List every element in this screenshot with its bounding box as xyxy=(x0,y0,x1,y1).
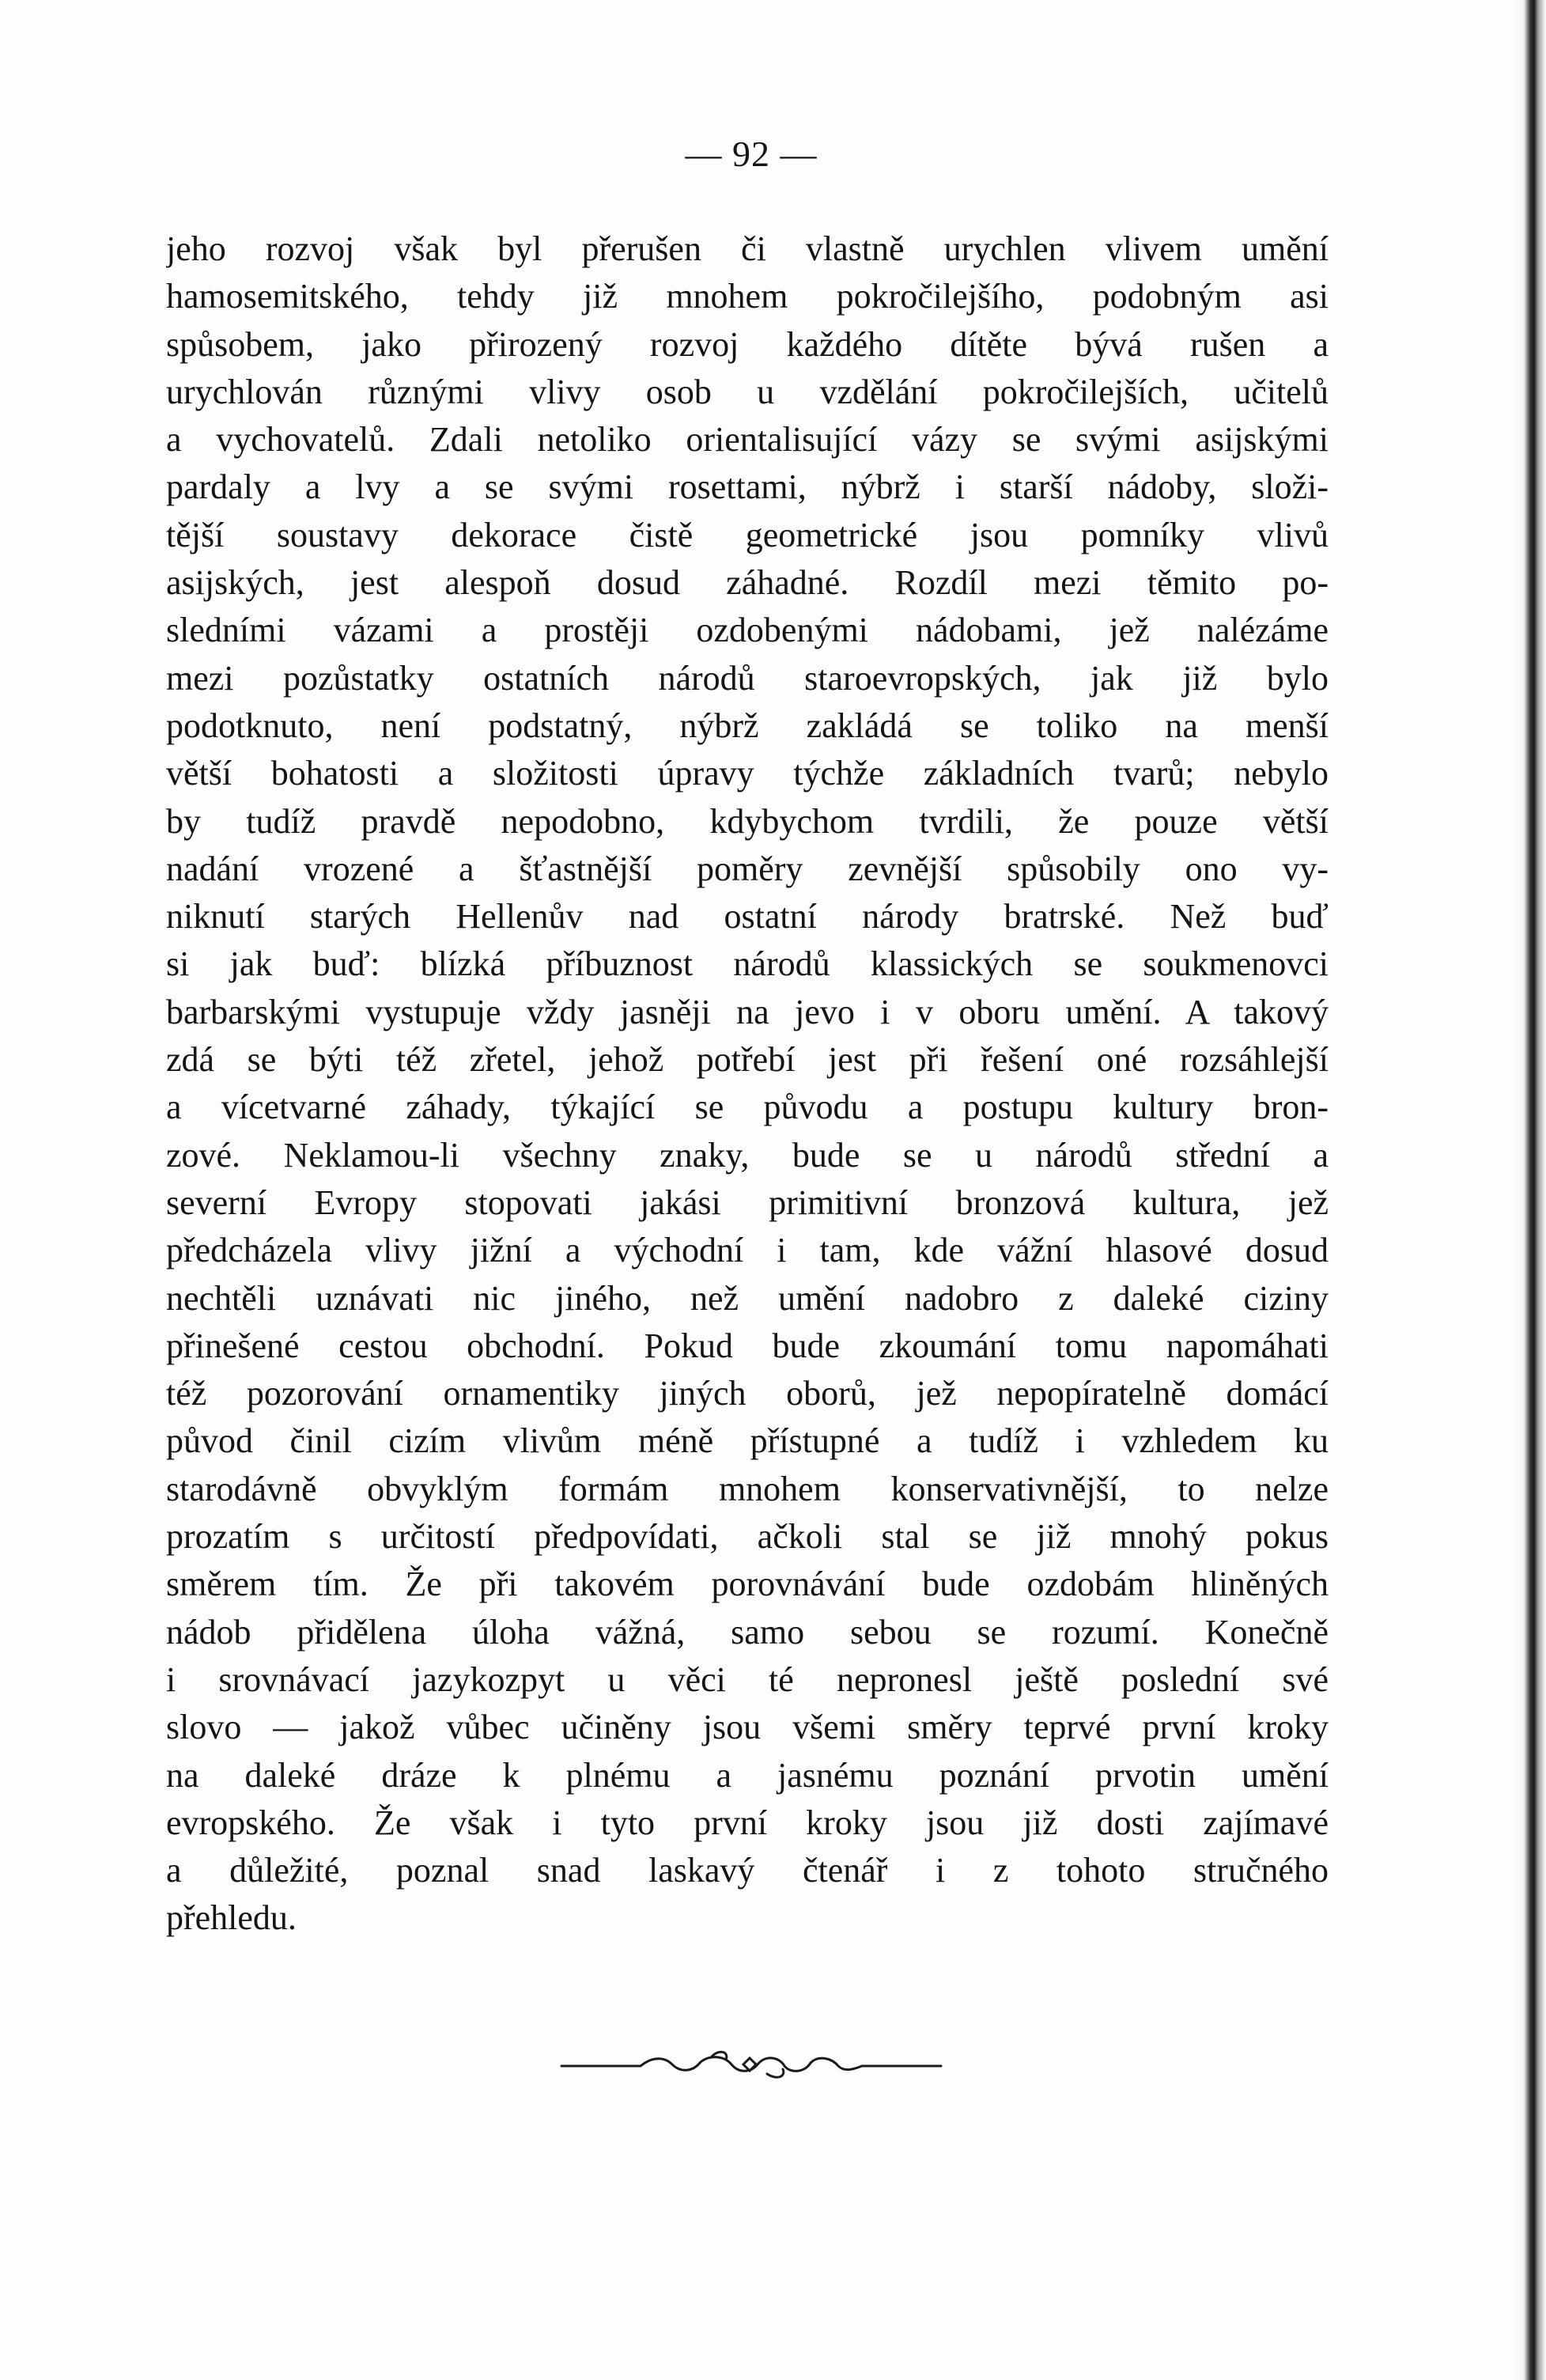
text-line: barbarskými vystupuje vždy jasněji na jevo i v oboru umění. A takový xyxy=(166,992,1329,1031)
text-line: podotknuto, není podstatný, nýbrž zakládá se toliko na menší xyxy=(166,706,1329,745)
text-line: niknutí starých Hellenův nad ostatní národy bratrské. Než buď xyxy=(166,897,1329,936)
body-text xyxy=(166,225,1329,1943)
text-line: zové. Neklamou-li všechny znaky, bude se u národů střední a xyxy=(166,1135,1329,1175)
text-line: nadání vrozené a šťastnější poměry zevnější spůsobily ono vy- xyxy=(166,849,1329,888)
text-line: jeho rozvoj však byl přerušen či vlastně urychlen vlivem umění xyxy=(166,229,1329,268)
text-line: předcházela vlivy jižní a východní i tam, kde vážní hlasové dosud xyxy=(166,1231,1329,1270)
text-line: a vychovatelů. Zdali netoliko orientalisující vázy se svými asijskými xyxy=(166,420,1329,460)
text-line: sledními vázami a prostěji ozdobenými nádobami, jež nalézáme xyxy=(166,611,1329,650)
text-line: nádob přidělena úloha vážná, samo sebou se rozumí. Konečně xyxy=(166,1612,1329,1652)
text-line: též pozorování ornamentiky jiných oborů, jež nepopíratelně domácí xyxy=(166,1374,1329,1413)
text-line: větší bohatosti a složitosti úpravy týchže základních tvarů; nebylo xyxy=(166,754,1329,793)
text-line: a důležité, poznal snad laskavý čtenář i z tohoto stručného xyxy=(166,1851,1329,1890)
text-line: urychlován různými vlivy osob u vzdělání pokročilejších, učitelů xyxy=(166,372,1329,411)
text-line: mezi pozůstatky ostatních národů staroevropských, jak již bylo xyxy=(166,658,1329,698)
text-line: zdá se býti též zřetel, jehož potřebí jest při řešení oné rozsáhlejší xyxy=(166,1040,1329,1080)
text-line: nechtěli uznávati nic jiného, než umění nadobro z daleké ciziny xyxy=(166,1278,1329,1318)
text-line: a vícetvarné záhady, týkající se původu a postupu kultury bron- xyxy=(166,1088,1329,1127)
text-line: evropského. Že však i tyto první kroky jsou již dosti zajímavé xyxy=(166,1803,1329,1842)
text-line: starodávně obvyklým formám mnohem konservativnější, to nelze xyxy=(166,1469,1329,1508)
text-line: i srovnávací jazykozpyt u věci té nepronesl ještě poslední své xyxy=(166,1659,1329,1699)
text-line: pardaly a lvy a se svými rosettami, nýbrž i starší nádoby, složi- xyxy=(166,467,1329,507)
text-line: prozatím s určitostí předpovídati, ačkoli stal se již mnohý pokus xyxy=(166,1517,1329,1557)
text-line: si jak buď: blízká příbuznost národů klassických se soukmenovci xyxy=(166,944,1329,984)
text-line: přinešené cestou obchodní. Pokud bude zkoumání tomu napomáhati xyxy=(166,1326,1329,1365)
text-line: směrem tím. Že při takovém porovnávání bude ozdobám hliněných xyxy=(166,1565,1329,1604)
text-line: by tudíž pravdě nepodobno, kdybychom tvrdili, že pouze větší xyxy=(166,801,1329,841)
text-line: hamosemitského, tehdy již mnohem pokročilejšího, podobným asi xyxy=(166,277,1329,316)
text-line: spůsobem, jako přirozený rozvoj každého dítěte bývá rušen a xyxy=(166,324,1329,364)
page-number: — 92 — xyxy=(685,134,818,174)
text-line: asijských, jest alespoň dosud záhadné. Rozdíl mezi těmito po- xyxy=(166,563,1329,603)
text-line: severní Evropy stopovati jakási primitivní bronzová kultura, jež xyxy=(166,1182,1329,1222)
ornament-divider xyxy=(554,2041,949,2088)
text-line: tější soustavy dekorace čistě geometrické jsou pomníky vlivů xyxy=(166,515,1329,554)
text-line: původ činil cizím vlivům méně přístupné a tudíž i vzhledem ku xyxy=(166,1421,1329,1461)
text-line: na daleké dráze k plnému a jasnému poznání prvotin umění xyxy=(166,1755,1329,1795)
text-line: slovo — jakož vůbec učiněny jsou všemi směry teprvé první kroky xyxy=(166,1708,1329,1747)
page-edge-shadow xyxy=(1513,0,1546,2380)
text-line: přehledu. xyxy=(166,1898,297,1938)
